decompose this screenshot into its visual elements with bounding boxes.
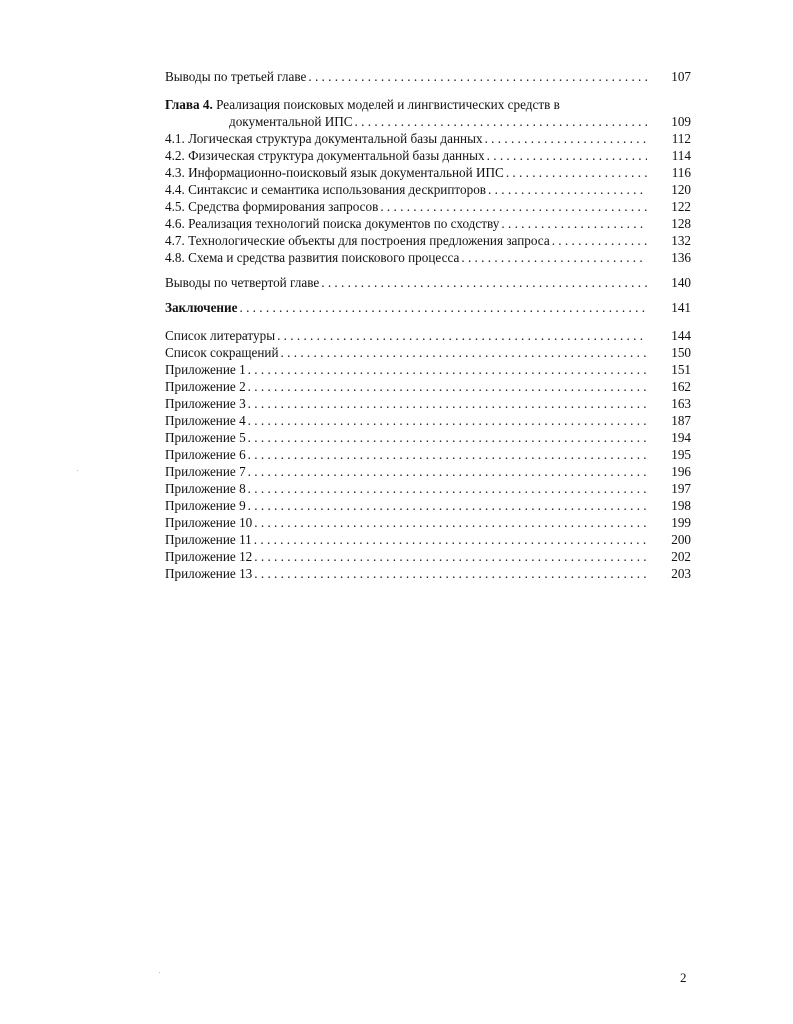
dot-leader bbox=[501, 215, 647, 232]
toc-entry-title: Приложение 7 bbox=[165, 464, 246, 479]
toc-entry-page: 196 bbox=[671, 464, 691, 479]
toc-entry-conclusion bbox=[165, 299, 691, 316]
dot-leader bbox=[281, 344, 647, 361]
toc-entry-page: 109 bbox=[671, 114, 691, 129]
toc-entry-title: Выводы по третьей главе bbox=[165, 69, 307, 84]
dot-leader bbox=[552, 232, 647, 249]
toc-entry-title: Выводы по четвертой главе bbox=[165, 275, 320, 290]
toc-back-entry bbox=[165, 378, 691, 395]
toc-section-entry bbox=[165, 232, 691, 249]
toc-entry-page: 202 bbox=[671, 549, 691, 564]
page-number: 2 bbox=[680, 970, 687, 985]
toc-entry-title: Приложение 11 bbox=[165, 532, 252, 547]
toc-entry-page: 197 bbox=[671, 481, 691, 496]
dot-leader bbox=[248, 463, 647, 480]
toc-section-entry bbox=[165, 198, 691, 215]
dot-leader bbox=[277, 327, 647, 344]
toc-entry-page: 116 bbox=[671, 165, 691, 180]
toc-back-entry bbox=[165, 531, 691, 548]
dot-leader bbox=[380, 198, 647, 215]
dot-leader bbox=[308, 68, 647, 85]
dot-leader bbox=[248, 361, 647, 378]
scan-speck bbox=[159, 972, 160, 973]
toc-entry-title: 4.8. Схема и средства развития поискового процесса bbox=[165, 250, 460, 265]
toc-entry-title: Список литературы bbox=[165, 328, 276, 343]
toc-back-entry bbox=[165, 395, 691, 412]
chapter-4-heading-line1 bbox=[165, 96, 691, 113]
toc-entry-page: 199 bbox=[671, 515, 691, 530]
dot-leader bbox=[485, 130, 647, 147]
toc-entry-page: 136 bbox=[671, 250, 691, 265]
toc-entry-title: 4.2. Физическая структура документальной базы данных bbox=[165, 148, 485, 163]
toc-entry-title: 4.7. Технологические объекты для построения предложения запроса bbox=[165, 233, 550, 248]
dot-leader bbox=[248, 395, 647, 412]
chapter-4-title-line1: Реализация поисковых моделей и лингвистических средств в bbox=[216, 97, 560, 112]
toc-entry-title: Список сокращений bbox=[165, 345, 279, 360]
toc-back-entry bbox=[165, 429, 691, 446]
toc-entry-page: 150 bbox=[671, 345, 691, 360]
toc-entry-title: Приложение 1 bbox=[165, 362, 246, 377]
toc-section-entry bbox=[165, 147, 691, 164]
toc-section-entry bbox=[165, 215, 691, 232]
toc-chapter-4 bbox=[165, 96, 691, 130]
dot-leader bbox=[321, 274, 647, 291]
toc-entry-page: 198 bbox=[671, 498, 691, 513]
toc-entry-title: Приложение 8 bbox=[165, 481, 246, 496]
toc-entry-title: Приложение 12 bbox=[165, 549, 253, 564]
toc-back-entry bbox=[165, 344, 691, 361]
toc-entry-title: 4.5. Средства формирования запросов bbox=[165, 199, 379, 214]
toc-back-entry bbox=[165, 497, 691, 514]
toc-entry-title: 4.1. Логическая структура документальной базы данных bbox=[165, 131, 483, 146]
toc-entry-title: Приложение 2 bbox=[165, 379, 246, 394]
toc-back-entry bbox=[165, 446, 691, 463]
toc-entry-title: Приложение 9 bbox=[165, 498, 246, 513]
toc-entry-title: Приложение 10 bbox=[165, 515, 253, 530]
toc-entry-page: 120 bbox=[671, 182, 691, 197]
toc-entry-title: Приложение 3 bbox=[165, 396, 246, 411]
toc-entry-page: 203 bbox=[671, 566, 691, 581]
toc-section-entry bbox=[165, 130, 691, 147]
toc-entry-title: Приложение 13 bbox=[165, 566, 253, 581]
dot-leader bbox=[254, 514, 647, 531]
toc-entry-title: 4.4. Синтаксис и семантика использования дескрипторов bbox=[165, 182, 487, 197]
toc-entry-page: 194 bbox=[671, 430, 691, 445]
toc-entry-title: Приложение 6 bbox=[165, 447, 246, 462]
dot-leader bbox=[248, 412, 647, 429]
toc-back-entry bbox=[165, 565, 691, 582]
toc-entry-page: 162 bbox=[671, 379, 691, 394]
chapter-4-sections bbox=[165, 130, 691, 266]
dot-leader bbox=[487, 147, 647, 164]
toc-entry-page: 140 bbox=[671, 275, 691, 290]
toc-entry-page: 107 bbox=[671, 69, 691, 84]
back-matter-list bbox=[165, 327, 691, 582]
dot-leader bbox=[248, 480, 647, 497]
toc-entry-page: 128 bbox=[671, 216, 691, 231]
toc-back-entry bbox=[165, 361, 691, 378]
toc-entry-ch3-conclusions bbox=[165, 68, 691, 85]
toc-back-entry bbox=[165, 412, 691, 429]
toc-section-entry bbox=[165, 249, 691, 266]
table-of-contents bbox=[165, 68, 691, 582]
toc-back-entry bbox=[165, 480, 691, 497]
dot-leader bbox=[248, 378, 647, 395]
dot-leader bbox=[461, 249, 647, 266]
toc-section-entry bbox=[165, 181, 691, 198]
chapter-4-title-line2: документальной ИПС bbox=[229, 114, 353, 129]
toc-entry-title: 4.6. Реализация технологий поиска документов по сходству bbox=[165, 216, 500, 231]
toc-entry-title: Приложение 4 bbox=[165, 413, 246, 428]
toc-entry-page: 144 bbox=[671, 328, 691, 343]
toc-entry-page: 200 bbox=[671, 532, 691, 547]
toc-entry-page: 112 bbox=[671, 131, 691, 146]
toc-back-entry bbox=[165, 327, 691, 344]
toc-entry-page: 114 bbox=[671, 148, 691, 163]
dot-leader bbox=[248, 497, 647, 514]
dot-leader bbox=[254, 548, 647, 565]
toc-entry-page: 163 bbox=[671, 396, 691, 411]
dot-leader bbox=[248, 446, 647, 463]
toc-entry-title: 4.3. Информационно-поисковый язык документальной ИПС bbox=[165, 165, 504, 180]
toc-entry-page: 151 bbox=[671, 362, 691, 377]
toc-entry-page: 122 bbox=[671, 199, 691, 214]
toc-back-entry bbox=[165, 548, 691, 565]
toc-entry-page: 187 bbox=[671, 413, 691, 428]
dot-leader bbox=[254, 531, 647, 548]
dot-leader bbox=[488, 181, 647, 198]
dot-leader bbox=[254, 565, 647, 582]
toc-entry-ch4-conclusions bbox=[165, 274, 691, 291]
dot-leader bbox=[248, 429, 647, 446]
toc-back-entry bbox=[165, 514, 691, 531]
chapter-4-label: Глава 4. bbox=[165, 97, 213, 112]
chapter-4-heading-line2 bbox=[165, 113, 691, 130]
dot-leader bbox=[506, 164, 647, 181]
toc-entry-page: 141 bbox=[671, 300, 691, 315]
scan-speck bbox=[77, 470, 78, 471]
dot-leader bbox=[355, 113, 647, 130]
toc-entry-page: 195 bbox=[671, 447, 691, 462]
toc-back-entry bbox=[165, 463, 691, 480]
toc-section-entry bbox=[165, 164, 691, 181]
dot-leader bbox=[239, 299, 647, 316]
toc-entry-title: Приложение 5 bbox=[165, 430, 246, 445]
toc-entry-page: 132 bbox=[671, 233, 691, 248]
toc-entry-title: Заключение bbox=[165, 300, 238, 315]
